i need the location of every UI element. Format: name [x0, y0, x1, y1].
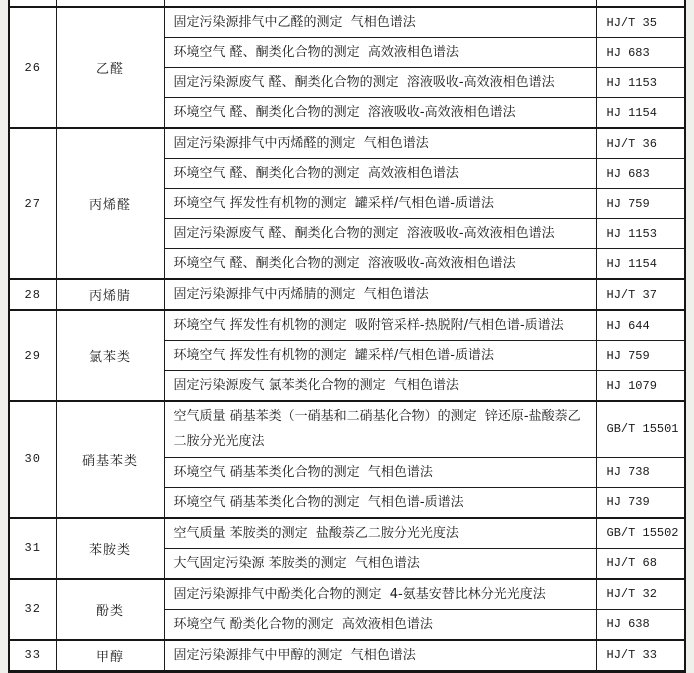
row-number-cell: 29	[9, 310, 56, 401]
standard-code-cell: GB/T 15501	[596, 401, 685, 457]
standard-code-cell: HJ/T 35	[596, 7, 685, 38]
method-cell: 环境空气 硝基苯类化合物的测定 气相色谱-质谱法	[164, 487, 596, 518]
row-number-cell	[9, 0, 56, 7]
method-cell: 固定污染源排气中丙烯醛的测定 气相色谱法	[164, 128, 596, 159]
standard-code-cell: HJ 683	[596, 38, 685, 68]
standard-code-cell: HJ/T 33	[596, 640, 685, 672]
standard-code-cell: HJ/T 36	[596, 128, 685, 159]
standard-code-cell: HJ 759	[596, 189, 685, 219]
table-row	[9, 7, 685, 38]
table-row	[9, 401, 685, 457]
method-cell: 环境空气 醛、酮类化合物的测定 溶液吸收-高效液相色谱法	[164, 98, 596, 129]
substance-cell: 苯胺类	[56, 518, 164, 579]
method-cell: 环境空气 挥发性有机物的测定 吸附管采样-热脱附/气相色谱-质谱法	[164, 310, 596, 341]
standard-code-cell: HJ/T 37	[596, 279, 685, 310]
method-cell: 空气质量 硝基苯类（一硝基和二硝基化合物）的测定 锌还原-盐酸萘乙二胺分光光度法	[164, 401, 596, 457]
row-number-cell: 30	[9, 401, 56, 518]
row-number-cell: 26	[9, 7, 56, 128]
standard-code-cell: HJ 644	[596, 310, 685, 341]
standards-table	[8, 0, 686, 673]
method-cell: 环境空气 酚类化合物的测定 高效液相色谱法	[164, 609, 596, 640]
method-cell: 环境空气 醛、酮类化合物的测定 溶液吸收-高效液相色谱法	[164, 249, 596, 280]
row-number-cell: 32	[9, 579, 56, 640]
substance-cell: 酚类	[56, 579, 164, 640]
method-cell: 环境空气 硝基苯类化合物的测定 气相色谱法	[164, 457, 596, 487]
table-row	[9, 518, 685, 549]
standard-code-cell: HJ 1153	[596, 68, 685, 98]
method-cell: 环境空气 挥发性有机物的测定 罐采样/气相色谱-质谱法	[164, 189, 596, 219]
method-cell	[164, 0, 596, 7]
method-cell: 空气质量 苯胺类的测定 盐酸萘乙二胺分光光度法	[164, 518, 596, 549]
table-row	[9, 279, 685, 310]
method-cell: 固定污染源废气 醛、酮类化合物的测定 溶液吸收-高效液相色谱法	[164, 219, 596, 249]
row-number-cell: 27	[9, 128, 56, 279]
standard-code-cell: HJ 1154	[596, 98, 685, 129]
method-cell: 固定污染源废气 醛、酮类化合物的测定 溶液吸收-高效液相色谱法	[164, 68, 596, 98]
substance-cell: 丙烯腈	[56, 279, 164, 310]
table-row	[9, 579, 685, 610]
substance-cell: 丙烯醛	[56, 128, 164, 279]
standard-code-cell: HJ 739	[596, 487, 685, 518]
row-number-cell: 33	[9, 640, 56, 672]
substance-cell: 氯苯类	[56, 310, 164, 401]
method-cell: 环境空气 挥发性有机物的测定 罐采样/气相色谱-质谱法	[164, 341, 596, 371]
table-row	[9, 128, 685, 159]
standard-code-cell: HJ/T 68	[596, 548, 685, 579]
standard-code-cell: HJ 1153	[596, 219, 685, 249]
standard-code-cell: HJ 1154	[596, 249, 685, 280]
method-cell: 环境空气 醛、酮类化合物的测定 高效液相色谱法	[164, 159, 596, 189]
table-row	[9, 640, 685, 672]
method-cell: 固定污染源排气中丙烯腈的测定 气相色谱法	[164, 279, 596, 310]
row-number-cell: 31	[9, 518, 56, 579]
substance-cell: 甲醇	[56, 640, 164, 672]
method-cell: 固定污染源排气中酚类化合物的测定 4-氨基安替比林分光光度法	[164, 579, 596, 610]
standard-code-cell: HJ 738	[596, 457, 685, 487]
method-cell: 环境空气 醛、酮类化合物的测定 高效液相色谱法	[164, 38, 596, 68]
standard-code-cell	[596, 0, 685, 7]
method-cell: 大气固定污染源 苯胺类的测定 气相色谱法	[164, 548, 596, 579]
standard-code-cell: HJ 1079	[596, 371, 685, 402]
standard-code-cell: GB/T 15502	[596, 518, 685, 549]
method-cell: 固定污染源排气中甲醇的测定 气相色谱法	[164, 640, 596, 672]
method-cell: 固定污染源废气 氯苯类化合物的测定 气相色谱法	[164, 371, 596, 402]
method-cell: 固定污染源排气中乙醛的测定 气相色谱法	[164, 7, 596, 38]
substance-cell: 乙醛	[56, 7, 164, 128]
standard-code-cell: HJ/T 32	[596, 579, 685, 610]
substance-cell	[56, 0, 164, 7]
table-row	[9, 310, 685, 341]
standard-code-cell: HJ 638	[596, 609, 685, 640]
substance-cell: 硝基苯类	[56, 401, 164, 518]
standard-code-cell: HJ 683	[596, 159, 685, 189]
standard-code-cell: HJ 759	[596, 341, 685, 371]
table-row-partial	[9, 0, 685, 7]
row-number-cell: 28	[9, 279, 56, 310]
